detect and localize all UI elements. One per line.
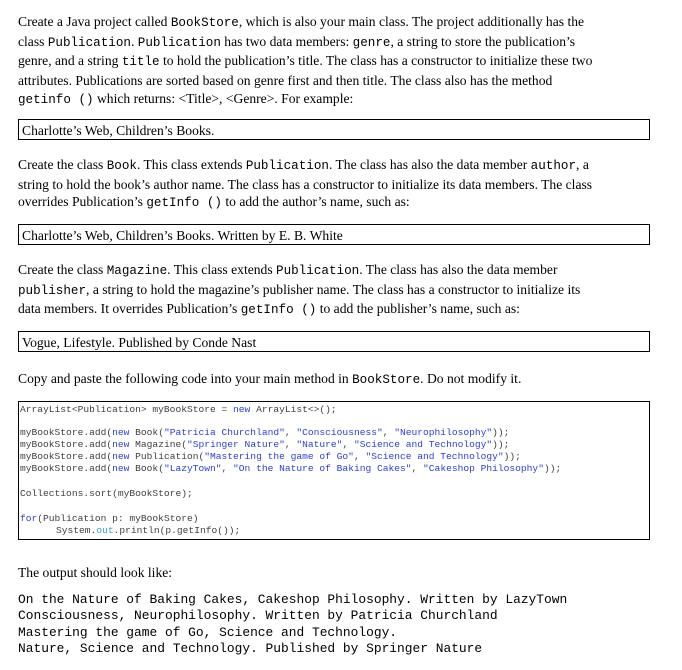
code-block xyxy=(18,401,650,540)
code-line-add-1: myBookStore.add(new Book("Patricia Churchland", "Consciousness", "Neurophilosophy")); xyxy=(20,427,510,438)
code-line-for: for(Publication p: myBookStore) xyxy=(20,513,199,524)
output-line: Consciousness, Neurophilosophy. Written by Patricia Churchland xyxy=(18,608,498,624)
intro-line-3: genre, and a string title to hold the publication’s title. The class has a constructor to initialize these two xyxy=(18,53,593,70)
code-line-add-3: myBookStore.add(new Publication("Mastering the game of Go", "Science and Technology")); xyxy=(20,451,521,462)
copy-instruction-line: Copy and paste the following code into your main method in BookStore. Do not modify it. xyxy=(18,371,522,387)
intro-line-5: getinfo () which returns: <Title>, <Genre>. For example: xyxy=(18,90,354,107)
output-heading-text: The output should look like: xyxy=(18,565,173,580)
book-line-3: overrides Publication’s getInfo () to add the author’s name, such as: xyxy=(18,194,410,211)
magazine-line-2: publisher, a string to hold the magazine’s publisher name. The class has a constructor to initialize its xyxy=(18,281,581,298)
code-line-print: System.out.println(p.getInfo()); xyxy=(56,525,241,536)
magazine-paragraph xyxy=(18,261,648,320)
book-line-1: Create the class Book. This class extends Publication. The class has also the data member author, a xyxy=(18,157,589,173)
code-line-declaration: ArrayList<Publication> myBookStore = new ArrayList<>(); xyxy=(20,404,337,415)
book-paragraph xyxy=(18,156,648,213)
example-box-book: Charlotte’s Web, Children’s Books. Written by E. B. White xyxy=(18,224,650,245)
intro-paragraph xyxy=(18,13,648,110)
magazine-line-3: data members. It overrides Publication’s getInfo () to add the publisher’s name, such as: xyxy=(18,301,520,318)
output-line: Nature, Science and Technology. Published by Springer Nature xyxy=(18,640,483,656)
copy-instruction xyxy=(18,370,648,390)
code-line-add-2: myBookStore.add(new Magazine("Springer Nature", "Nature", "Science and Technology")); xyxy=(20,439,510,450)
output-line: Mastering the game of Go, Science and Technology. xyxy=(18,624,398,640)
intro-line-1: Create a Java project called BookStore, which is also your main class. The project additionally has the xyxy=(18,14,585,30)
output-heading xyxy=(18,564,648,582)
code-line-sort: Collections.sort(myBookStore); xyxy=(20,488,193,499)
example-box-publication: Charlotte’s Web, Children’s Books. xyxy=(18,119,650,140)
book-line-2: string to hold the book’s author name. The class has a constructor to initialize its data members. The class xyxy=(18,176,593,192)
intro-line-2: class Publication. Publication has two data members: genre, a string to store the publication’s xyxy=(18,33,576,50)
expected-output xyxy=(18,592,567,657)
example-box-magazine: Vogue, Lifestyle. Published by Conde Nast xyxy=(18,331,650,352)
intro-line-4: attributes. Publications are sorted based on genre first and then title. The class also has the method xyxy=(18,73,553,89)
output-line: On the Nature of Baking Cakes, Cakeshop Philosophy. Written by LazyTown xyxy=(18,592,568,607)
code-line-add-4: myBookStore.add(new Book("LazyTown", "On the Nature of Baking Cakes", "Cakeshop Philosophy")); xyxy=(20,463,562,474)
magazine-line-1: Create the class Magazine. This class extends Publication. The class has also the data member xyxy=(18,262,558,278)
